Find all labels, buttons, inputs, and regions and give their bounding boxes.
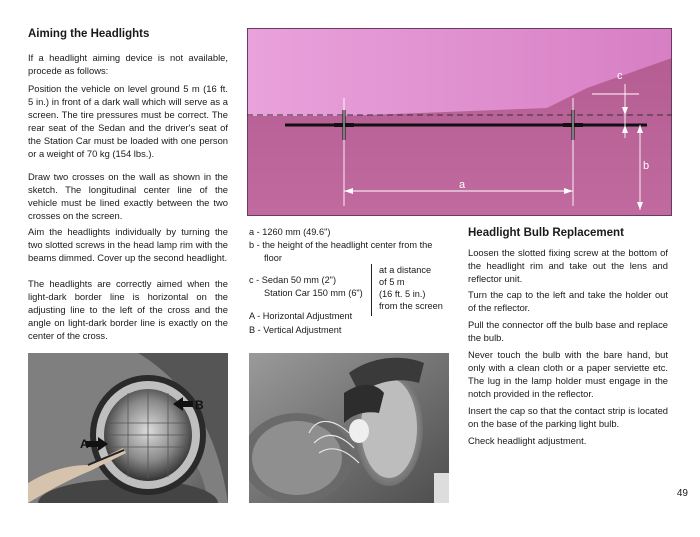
paragraph-connector: Pull the connector off the bulb base and replace the bulb.	[468, 319, 668, 343]
legend-distance-line1: at a distance	[379, 265, 432, 275]
photo-bulb-replacement	[249, 353, 449, 503]
page-number: 49	[676, 488, 688, 499]
paragraph-intro: If a headlight aiming device is not available, procede as follows:	[28, 52, 228, 76]
legend-horizontal-adjustment: A - Horizontal Adjustment	[249, 311, 353, 321]
section-heading-aiming: Aiming the Headlights	[28, 28, 150, 40]
aiming-diagram	[247, 28, 672, 218]
paragraph-check: Check headlight adjustment.	[468, 435, 587, 446]
legend-vertical-adjustment: B - Vertical Adjustment	[249, 325, 342, 335]
legend-c-line1: c - Sedan 50 mm (2")	[249, 275, 336, 285]
photo-label-a: A	[80, 437, 89, 451]
legend-distance-line4: from the screen	[379, 301, 443, 311]
paragraph-never-touch: Never touch the bulb with the bare hand, but only with a clean cloth or a paper serviette etc. The lug in the lamp holder must engage in the notch provided in the reflector.	[468, 349, 668, 399]
legend-c-line2: Station Car 150 mm (6")	[264, 288, 363, 298]
paragraph-correct: The headlights are correctly aimed when the light-dark border line is horizontal on the adjusting line to the left of the cross and the angle on light-dark border line is exactly on the center of the cross.	[28, 278, 228, 341]
paragraph-turn-cap: Turn the cap to the left and take the holder out of the reflector.	[468, 289, 668, 313]
legend-a: a - 1260 mm (49.6")	[249, 227, 331, 237]
paragraph-loosen: Loosen the slotted fixing screw at the bottom of the headlight rim and take out the lens and reflector unit.	[468, 247, 668, 284]
paragraph-position: Position the vehicle on level ground 5 m (16 ft. 5 in.) in front of a dark wall which will serve as a screen. The tire pressures must be correct. The rear seat of the Sedan and the driver's seat of the Station Car must be loaded with one person or a weight of 70 kg (154 lbs.).	[28, 83, 228, 159]
diagram-legend	[249, 226, 449, 338]
legend-brace	[371, 264, 376, 316]
photo-label-b: B	[195, 398, 204, 412]
legend-b-line2: floor	[264, 253, 282, 263]
legend-b-line1: b - the height of the headlight center from the	[249, 240, 433, 250]
section-heading-bulb: Headlight Bulb Replacement	[468, 227, 624, 239]
paragraph-crosses: Draw two crosses on the wall as shown in the sketch. The longitudinal center line of the vehicle must be lined exactly between the two crosses on the screen.	[28, 171, 228, 221]
photo-headlight-adjustment	[28, 353, 228, 503]
legend-distance-line2: of 5 m	[379, 277, 405, 287]
label-b: b	[643, 160, 650, 172]
legend-distance-line3: (16 ft. 5 in.)	[379, 289, 426, 299]
paragraph-insert-cap: Insert the cap so that the contact strip is located on the base of the parking light bulb.	[468, 405, 668, 429]
paragraph-aim: Aim the headlights individually by turning the two slotted screws in the head lamp rim with the beams dimmed. Cover up the second headlight.	[28, 226, 228, 263]
label-c: c	[617, 70, 623, 82]
label-a: a	[459, 179, 466, 191]
